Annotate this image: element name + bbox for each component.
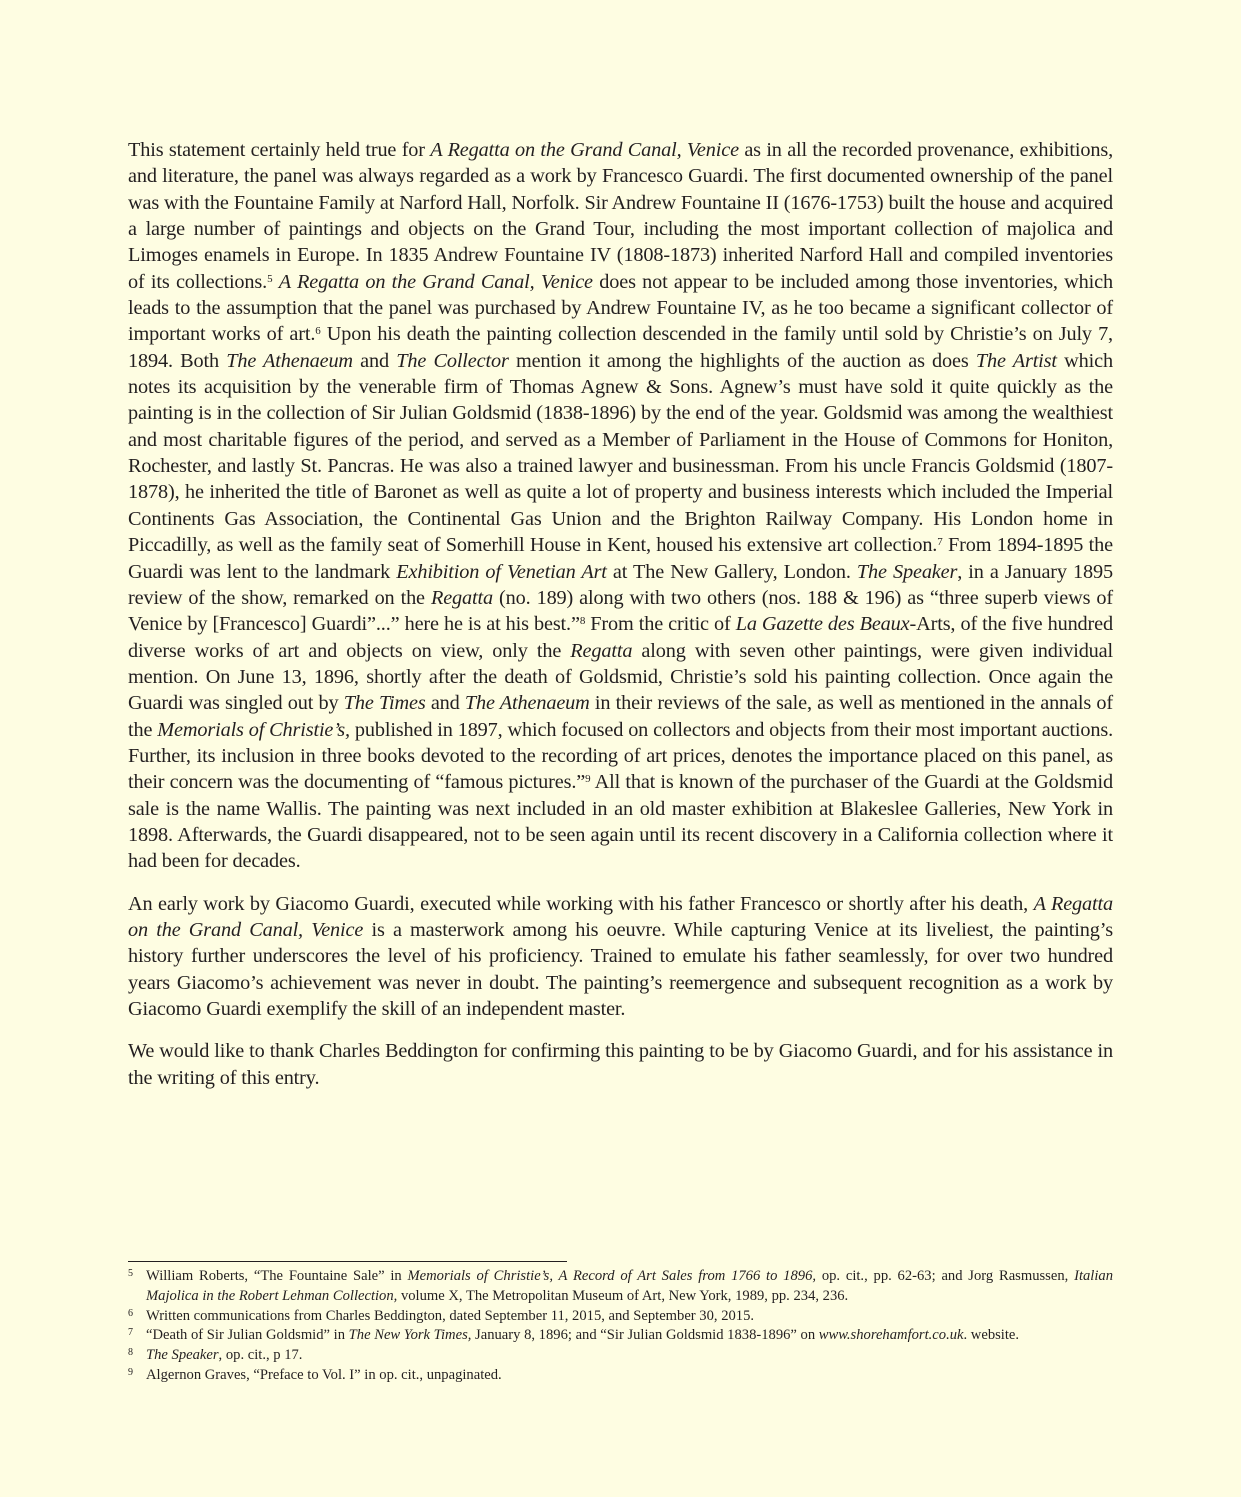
footnote-text — [146, 1268, 1113, 1304]
italic-title: A Regatta on the Grand Canal, Venice — [278, 270, 593, 293]
text-run: January 8, 1896; and “Sir Julian Goldsmid 1838-1896” on — [471, 1327, 819, 1344]
text-run: and — [352, 349, 397, 372]
text-run: Written communications from Charles Beddington, dated September 11, 2015, and September 30, 2015. — [146, 1307, 755, 1324]
italic-title: Memorials of Christie’s, A Record of Art Sales from 1766 to 1896, — [407, 1268, 817, 1284]
text-run: This statement certainly held true for — [128, 139, 431, 161]
footnote-7 — [128, 1326, 1113, 1346]
italic-title: The Speaker — [856, 560, 958, 583]
text-run: op. cit., pp. 62-63; and Jorg Rasmussen, — [816, 1268, 1075, 1284]
text-run: From the critic of — [585, 613, 736, 636]
text-run: , in a January 1895 review of the show, remarked on the — [128, 560, 1113, 609]
text-run: volume X, The Metropolitan Museum of Art, New York, 1989, pp. 234, 236. — [397, 1287, 849, 1304]
italic-title: The Speaker — [146, 1347, 219, 1364]
footnote-text — [146, 1308, 754, 1324]
footnote-5 — [128, 1267, 1113, 1307]
italic-title: The Athenaeum — [464, 692, 590, 715]
italic-title: The Times — [343, 692, 426, 715]
footnote-text — [146, 1327, 1019, 1343]
text-run: From 1894-1895 the Guardi was lent to the landmark — [128, 534, 1113, 583]
italic-title: Regatta — [430, 586, 493, 609]
text-run: All that is known of the purchaser of the Guardi at the Goldsmid sale is the name Wallis. The painting was next included in an old master exhibition at Blakeslee Galleries, New York in 1898. Afterwards, the Guardi disappeared, not to be seen again until its recent discovery in a California collection where it had been for decades. — [128, 771, 1113, 873]
text-run: Arts, of the five hundred diverse works of art and objects on view, only the — [128, 613, 1113, 662]
text-run: Upon his death the painting collection descended in the family until sold by Christie’s on July 7, 1894. Both — [128, 323, 1113, 372]
text-run: “Death of Sir Julian Goldsmid” in — [146, 1327, 349, 1344]
footnote-divider — [128, 1261, 567, 1262]
text-run: in their reviews of the sale, as well as mentioned in the annals of the — [128, 692, 1113, 741]
italic-title: Regatta — [570, 639, 633, 662]
text-run: . website. — [963, 1327, 1020, 1344]
text-run: (no. 189) along with two others (nos. 188 & 196) as “three superb views of Venice by [Francesco] Guardi”...” here he is at his best.” — [128, 586, 1113, 636]
paragraph-acknowledgement — [128, 1038, 1113, 1091]
italic-title: www.shorehamfort.co.uk — [818, 1327, 964, 1344]
text-run: , op. cit., p 17. — [218, 1347, 303, 1364]
text-run: An early work by Giacomo Guardi, executed while working with his father Francesco or shortly after his death, — [128, 892, 1034, 915]
text-run: William Roberts, “The Fountaine Sale” in — [146, 1268, 408, 1284]
footnote-reference: 9 — [585, 773, 591, 786]
footnote-reference: 7 — [937, 536, 943, 549]
text-run: at The New Gallery, London. — [606, 560, 857, 583]
paragraph-provenance — [128, 137, 1113, 875]
footnote-6 — [128, 1307, 1113, 1327]
italic-title: A Regatta on the Grand Canal, Venice — [430, 139, 739, 161]
footnote-reference: 8 — [579, 615, 586, 628]
italic-title: Italian Majolica in the Robert Lehman Collection, — [146, 1268, 1113, 1304]
italic-title: The Artist — [975, 349, 1057, 372]
text-run: which notes its acquisition by the venerable firm of Thomas Agnew & Sons. Agnew’s must have sold it quite quickly as the painting is in the collection of Sir Julian Goldsmid (1838-1896) by the end of the year. Goldsmid was among the wealthiest and most charitable figures of the period, and served as a Member of Parliament in the House of Commons for Honiton, Rochester, and lastly St. Pancras. He was also a trained lawyer and businessman. From his uncle Francis Goldsmid (1807-1878), he inherited the title of Baronet as well as quite a lot of property and business interests which included the Imperial Continents Gas Association, the Continental Gas Union and the Brighton Railway Company. His London home in Piccadilly, as well as the family seat of Somerhill House in Kent, housed his extensive art collection. — [128, 349, 1113, 557]
text-run: as in all the recorded provenance, exhibitions, and literature, the panel was always regarded as a work by Francesco Guardi. The first documented ownership of the panel was with the Fountaine Family at Narford Hall, Norfolk. Sir Andrew Fountaine II (1676-1753) built the house and acquired a large number of paintings and objects on the Grand Tour, including the most important collection of majolica and Limoges enamels in Europe. In 1835 Andrew Fountaine IV (1808-1873) inherited Narford Hall and compiled inventories of its collections. — [128, 139, 1113, 293]
text-run: does not appear to be included among those inventories, which leads to the assumption that the panel was purchased by Andrew Fountaine IV, as he too became a significant collector of important works of art. — [128, 270, 1113, 346]
footnote-number: 8 — [128, 1347, 133, 1359]
italic-title: La Gazette des Beaux- — [735, 613, 917, 636]
footnote-number: 7 — [128, 1327, 133, 1339]
text-run: is a masterwork among his oeuvre. While capturing Venice at its liveliest, the painting’s history further underscores the level of his proficiency. Trained to emulate his father seamlessly, for over two hundred years Giacomo’s achievement was never in doubt. The painting’s reemergence and subsequent recognition as a work by Giacomo Guardi exemplify the skill of an independent master. — [128, 918, 1113, 1020]
italic-title: Exhibition of Venetian Art — [396, 560, 607, 583]
footnote-reference: 6 — [315, 325, 321, 338]
footnote-text — [146, 1367, 502, 1383]
footnote-number: 9 — [128, 1366, 133, 1378]
text-run: mention it among the highlights of the auction as does — [508, 349, 976, 372]
paragraph-attribution — [128, 891, 1113, 1023]
italic-title: The Collector — [396, 349, 509, 372]
text-run: and — [425, 692, 465, 715]
footnote-number: 5 — [128, 1268, 133, 1279]
footnote-reference: 5 — [267, 272, 273, 285]
italic-title: A Regatta on the Grand Canal, Venice — [128, 892, 1114, 941]
italic-title: Memorials of Christie’s, — [157, 718, 350, 741]
footnote-text — [146, 1347, 302, 1363]
text-run: We would like to thank Charles Beddington for confirming this painting to be by Giacomo Guardi, and for his assistance in the writing of this entry. — [128, 1040, 1113, 1089]
footnote-8 — [128, 1346, 1113, 1366]
text-run: Algernon Graves, “Preface to Vol. I” in op. cit., unpaginated. — [146, 1366, 502, 1383]
italic-title: The Athenaeum — [226, 349, 353, 372]
text-run: along with seven other paintings, were given individual mention. On June 13, 1896, shortly after the death of Goldsmid, Christie’s sold his painting collection. Once again the Guardi was singled out by — [128, 639, 1114, 715]
footnote-number: 6 — [128, 1307, 133, 1319]
body-text — [128, 137, 1113, 1107]
footnotes — [128, 1267, 1113, 1386]
text-run: published in 1897, which focused on collectors and objects from their most important auctions. Further, its inclusion in three books devoted to the recording of art prices, denotes the importance placed on this panel, as their concern was the documenting of “famous pictures.” — [128, 718, 1114, 794]
footnote-9 — [128, 1366, 1113, 1386]
italic-title: The New York Times, — [348, 1327, 472, 1344]
